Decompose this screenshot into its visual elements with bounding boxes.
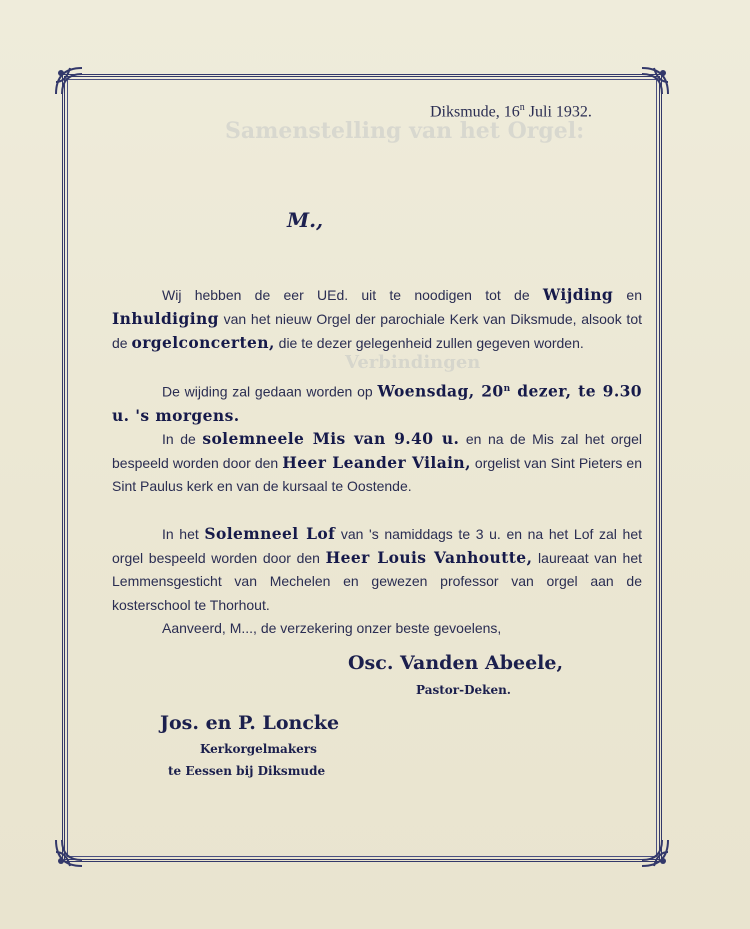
p4-lof: Solemneel Lof <box>204 524 336 543</box>
p1-inhuldiging: Inhuldiging <box>112 309 219 329</box>
maker-line-1: Kerkorgelmakers <box>200 742 317 756</box>
date-sup: n <box>519 102 525 113</box>
corner-ornament-bottom-right <box>638 836 672 870</box>
paragraph-mass <box>112 427 642 499</box>
p4-organist: Heer Louis Vanhoutte, <box>325 548 533 568</box>
p3-organist: Heer Leander Vilain, <box>282 453 471 473</box>
p4-text-3: laureaat van het Lemmensgesticht van Mechelen en gewezen professor van orgel aan de kosterschool te Thorhout. <box>112 550 643 613</box>
p4-text-2: van 's namiddags te 3 u. en na het Lof zal het orgel bespeeld worden door den <box>112 526 642 567</box>
showthrough-heading: Samenstelling van het Orgel: <box>225 118 585 144</box>
p1-orgelconcerten: orgelconcerten, <box>131 333 275 353</box>
signature-title: Pastor-Deken. <box>416 683 511 697</box>
maker-name: Jos. en P. Loncke <box>160 712 340 734</box>
showthrough-subheading: Verbindingen <box>345 352 481 373</box>
paragraph-invitation <box>112 283 642 356</box>
p3-mass: solemneele Mis van 9.40 u. <box>202 429 460 448</box>
closing-line: Aanveerd, M..., de verzekering onzer beste gevoelens, <box>162 620 502 636</box>
signature-name: Osc. Vanden Abeele, <box>348 652 564 674</box>
p2-date-sup: n <box>503 384 511 394</box>
corner-ornament-bottom-left <box>52 836 86 870</box>
p2-date: Woensdag, 20 <box>377 381 504 401</box>
p1-text-1: Wij hebben de eer UEd. uit te noodigen tot de <box>162 287 543 303</box>
paragraph-lof <box>112 522 642 617</box>
maker-line-2: te Eessen bij Diksmude <box>168 764 326 778</box>
date-suffix: Juli 1932. <box>524 103 592 121</box>
p2-time: dezer, te 9.30 u. 's morgens. <box>112 381 642 425</box>
p1-text-3: van het nieuw Orgel der parochiale Kerk van Diksmude, alsook tot de <box>112 311 642 352</box>
corner-ornament-top-right <box>638 64 672 98</box>
p1-text-4: die te dezer gelegenheid zullen gegeven worden. <box>274 335 584 352</box>
p2-text-1: De wijding zal gedaan worden op <box>162 383 378 400</box>
p3-text-2: en na de Mis zal het orgel bespeeld worden door den <box>112 431 643 472</box>
date-prefix: Diksmude, 16 <box>430 103 520 121</box>
salutation: M., <box>287 208 324 232</box>
p4-text-1: In het <box>162 526 205 542</box>
p1-wijding: Wijding <box>542 285 614 304</box>
p1-text-2: en <box>613 287 642 303</box>
letter-date <box>430 102 592 121</box>
paragraph-consecration <box>112 378 642 428</box>
p3-text-1: In de <box>162 431 203 447</box>
p3-text-3: orgelist van Sint Pieters en Sint Paulus kerk en van de kursaal te Oostende. <box>112 455 643 495</box>
corner-ornament-top-left <box>52 64 86 98</box>
